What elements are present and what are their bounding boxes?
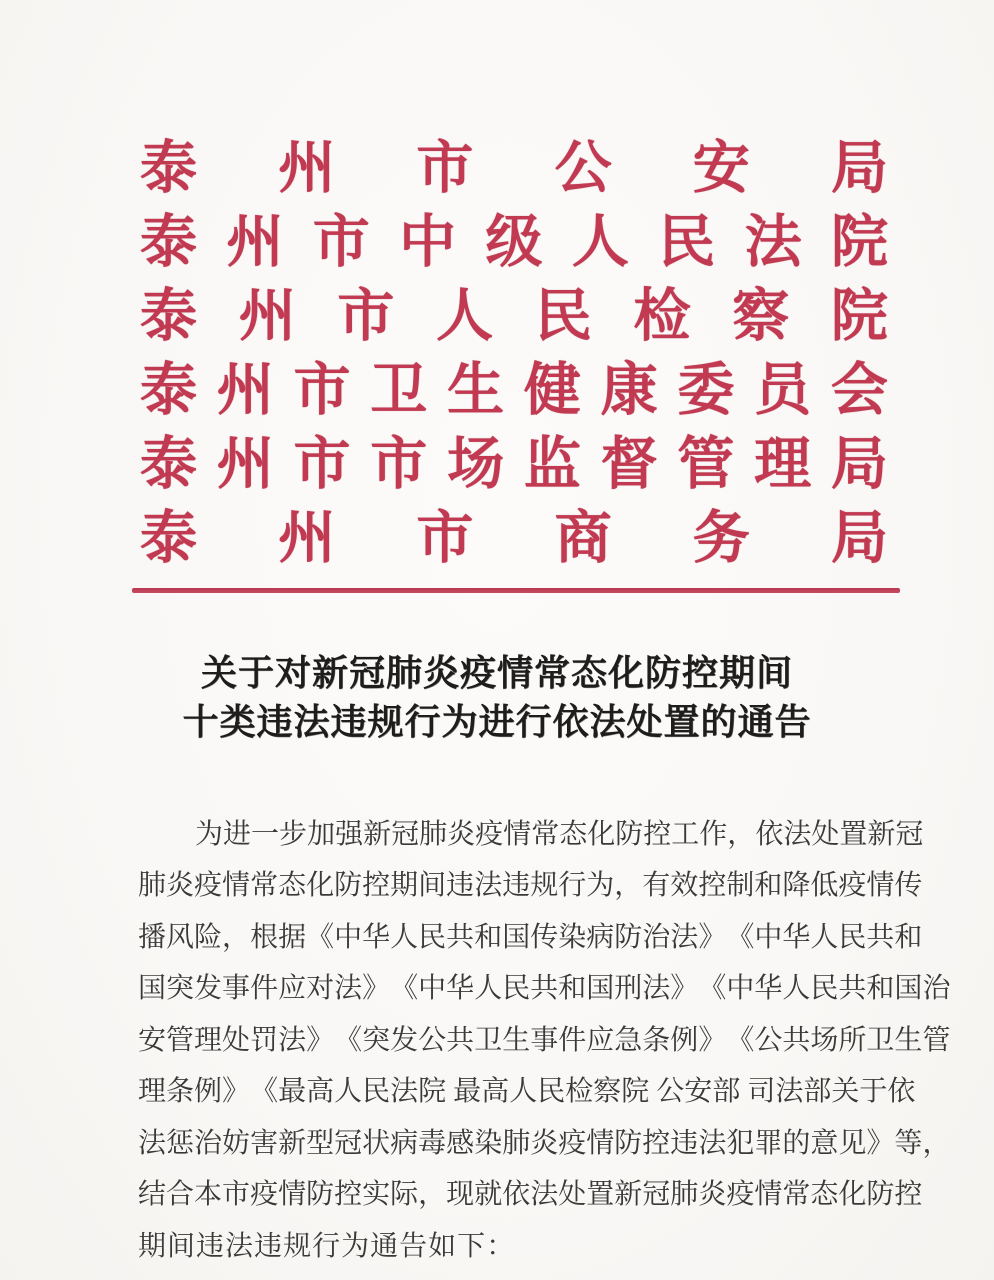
agency-name-health-commission: 泰 州 市 卫 生 健 康 委 员 会 <box>140 358 888 422</box>
body-line-2: 肺 炎 疫 情 常 态 化 防 控 期 间 违 法 违 规 行 为 ， 有 效 控 制 和 降 低 疫 情 传 <box>138 870 923 902</box>
body-line-4: 国 突 发 事 件 应 对 法 》 《 中 华 人 民 共 和 国 刑 法 》 《 中 华 人 民 共 和 国 治 <box>138 973 951 1005</box>
body-line-6: 理 条 例 》 《 最 高 人 民 法 院 最 高 人 民 检 察 院 公 安 部 司 法 部 关 于 依 <box>138 1076 916 1108</box>
red-divider-rule <box>132 588 900 593</box>
body-line-7: 法 惩 治 妨 害 新 型 冠 状 病 毒 感 染 肺 炎 疫 情 防 控 违 法 犯 罪 的 意 见 》 等 ， <box>138 1127 951 1159</box>
body-paragraph <box>138 809 951 1273</box>
letterhead <box>140 131 888 575</box>
agency-name-market-supervision-administration: 泰 州 市 市 场 监 督 管 理 局 <box>140 432 888 496</box>
body-line-8: 结 合 本 市 疫 情 防 控 实 际 ， 现 就 依 法 处 置 新 冠 肺 炎 疫 情 常 态 化 防 控 <box>138 1179 923 1211</box>
document-title-line-2: 十类违法违规行为进行依法处置的通告 <box>182 702 812 742</box>
document-title <box>0 649 994 747</box>
agency-name-peoples-procuratorate: 泰 州 市 人 民 检 察 院 <box>140 284 888 348</box>
agency-name-intermediate-peoples-court: 泰 州 市 中 级 人 民 法 院 <box>140 210 888 274</box>
agency-name-commerce-bureau: 泰 州 市 商 务 局 <box>140 506 888 570</box>
body-line-5: 安 管 理 处 罚 法 》 《 突 发 公 共 卫 生 事 件 应 急 条 例 》 《 公 共 场 所 卫 生 管 <box>138 1024 951 1056</box>
body-line-1: 为 进 一 步 加 强 新 冠 肺 炎 疫 情 常 态 化 防 控 工 作 ， 依 法 处 置 新 冠 <box>195 818 924 850</box>
agency-name-public-security-bureau: 泰 州 市 公 安 局 <box>140 136 888 200</box>
document-title-line-1: 关于对新冠肺炎疫情常态化防控期间 <box>200 653 793 693</box>
body-line-3: 播 风 险 ， 根 据 《 中 华 人 民 共 和 国 传 染 病 防 治 法 》 《 中 华 人 民 共 和 <box>138 921 923 953</box>
body-line-9: 期 间 违 法 违 规 行 为 通 告 如 下 ： <box>138 1230 515 1262</box>
